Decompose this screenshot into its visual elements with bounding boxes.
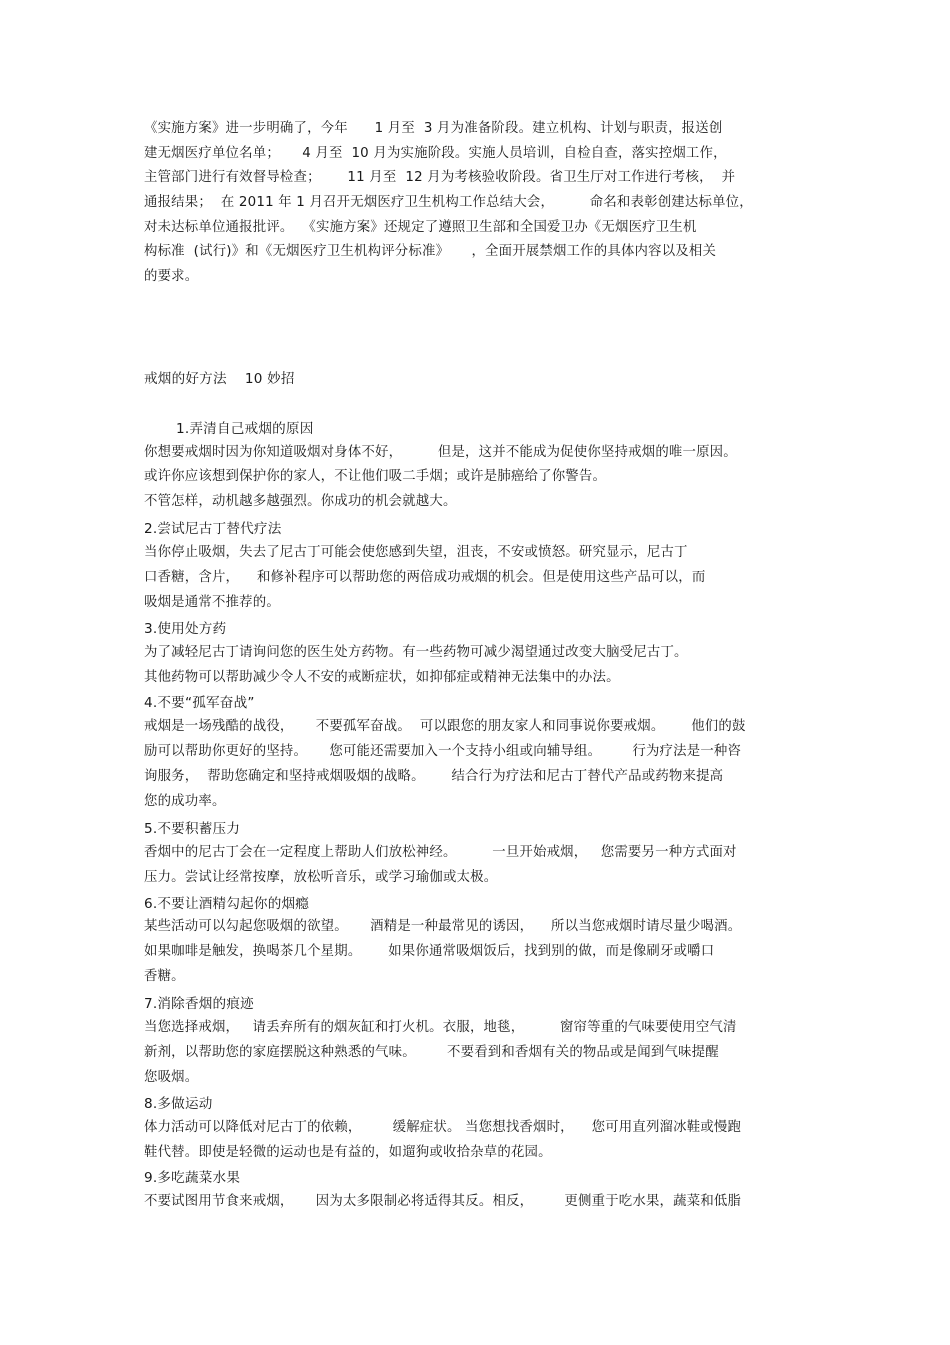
intro-line: 通报结果； 在 2011 年 1 月召开无烟医疗卫生机构工作总结大会， 命名和表彰创建达标单位， — [144, 195, 753, 210]
tip-heading: 5.不要积蓄压力 — [144, 821, 241, 837]
tip-line: 您的成功率。 — [144, 794, 226, 809]
tip-line: 鞋代替。即使是轻微的运动也是有益的，如遛狗或收拾杂草的花园。 — [144, 1145, 552, 1160]
tip-line: 吸烟是通常不推荐的。 — [144, 595, 280, 610]
tip-line: 您吸烟。 — [144, 1070, 199, 1085]
intro-line: 的要求。 — [144, 269, 199, 284]
tip-heading: 2.尝试尼古丁替代疗法 — [144, 521, 282, 537]
tip-heading: 7.消除香烟的痕迹 — [144, 996, 254, 1012]
tip-heading: 8.多做运动 — [144, 1096, 213, 1112]
tip-heading: 9.多吃蔬菜水果 — [144, 1170, 241, 1186]
intro-line: 建无烟医疗单位名单； 4 月至 10 月为实施阶段。实施人员培训，自检自查，落实控烟工作， — [144, 146, 727, 161]
tip-line: 新剂，以帮助您的家庭摆脱这种熟悉的气味。 不要看到和香烟有关的物品或是闻到气味提醒 — [144, 1045, 719, 1060]
tip-line: 如果咖啡是触发，换喝茶几个星期。 如果你通常吸烟饭后，找到别的做，而是像刷牙或嚼口 — [144, 944, 715, 959]
tip-line: 体力活动可以降低对尼古丁的依赖， 缓解症状。 当您想找香烟时， 您可用直列溜冰鞋或慢跑 — [144, 1120, 742, 1135]
tip-line: 香糖。 — [144, 969, 185, 984]
tip-line: 不管怎样，动机越多越强烈。你成功的机会就越大。 — [144, 494, 457, 509]
tip-line: 香烟中的尼古丁会在一定程度上帮助人们放松神经。 一旦开始戒烟， 您需要另一种方式面对 — [144, 845, 737, 860]
intro-line: 《实施方案》进一步明确了，今年 1 月至 3 月为准备阶段。建立机构、计划与职责，报送创 — [144, 121, 723, 136]
tip-line: 口香糖，含片， 和修补程序可以帮助您的两倍成功戒烟的机会。但是使用这些产品可以，而 — [144, 570, 706, 585]
tip-line: 其他药物可以帮助减少令人不安的戒断症状，如抑郁症或精神无法集中的办法。 — [144, 670, 620, 685]
tip-line: 戒烟是一场残酷的战役， 不要孤军奋战。 可以跟您的朋友家人和同事说你要戒烟。 他们的鼓 — [144, 719, 746, 734]
tip-line: 某些活动可以勾起您吸烟的欲望。 酒精是一种最常见的诱因， 所以当您戒烟时请尽量少喝酒。 — [144, 919, 742, 934]
tip-heading: 4.不要“孤军奋战” — [144, 695, 255, 711]
tip-line: 励可以帮助你更好的坚持。 您可能还需要加入一个支持小组或向辅导组。 行为疗法是一种咨 — [144, 744, 742, 759]
tip-line: 询服务， 帮助您确定和坚持戒烟吸烟的战略。 结合行为疗法和尼古丁替代产品或药物来提高 — [144, 769, 724, 784]
intro-line: 主管部门进行有效督导检查； 11 月至 12 月为考核验收阶段。省卫生厅对工作进行考核， 并 — [144, 170, 736, 185]
tip-line: 不要试图用节食来戒烟， 因为太多限制必将适得其反。相反， 更侧重于吃水果，蔬菜和低脂 — [144, 1194, 742, 1209]
article-title: 戒烟的好方法 10 妙招 — [144, 371, 295, 387]
tip-line: 当你停止吸烟，失去了尼古丁可能会使您感到失望，沮丧，不安或愤怒。研究显示，尼古丁 — [144, 545, 688, 560]
tip-line: 压力。尝试让经常按摩，放松听音乐，或学习瑜伽或太极。 — [144, 870, 498, 885]
tip-line: 或许你应该想到保护你的家人，不让他们吸二手烟；或许是肺癌给了你警告。 — [144, 469, 607, 484]
tip-line: 为了减轻尼古丁请询问您的医生处方药物。有一些药物可减少渴望通过改变大脑受尼古丁。 — [144, 645, 688, 660]
tip-line: 当您选择戒烟， 请丢弃所有的烟灰缸和打火机。衣服，地毯， 窗帘等重的气味要使用空气清 — [144, 1020, 737, 1035]
tip-heading: 6.不要让酒精勾起你的烟瘾 — [144, 896, 310, 912]
intro-line: 对未达标单位通报批评。 《实施方案》还规定了遵照卫生部和全国爱卫办《无烟医疗卫生机 — [144, 220, 697, 235]
tip-heading: 3.使用处方药 — [144, 621, 227, 637]
tip-line: 你想要戒烟时因为你知道吸烟对身体不好， 但是，这并不能成为促使你坚持戒烟的唯一原因。 — [144, 445, 737, 460]
tip-heading: 1.弄清自己戒烟的原因 — [176, 421, 314, 437]
intro-line: 构标准 (试行)》和《无烟医疗卫生机构评分标准》 ，全面开展禁烟工作的具体内容以及相关 — [144, 244, 717, 259]
